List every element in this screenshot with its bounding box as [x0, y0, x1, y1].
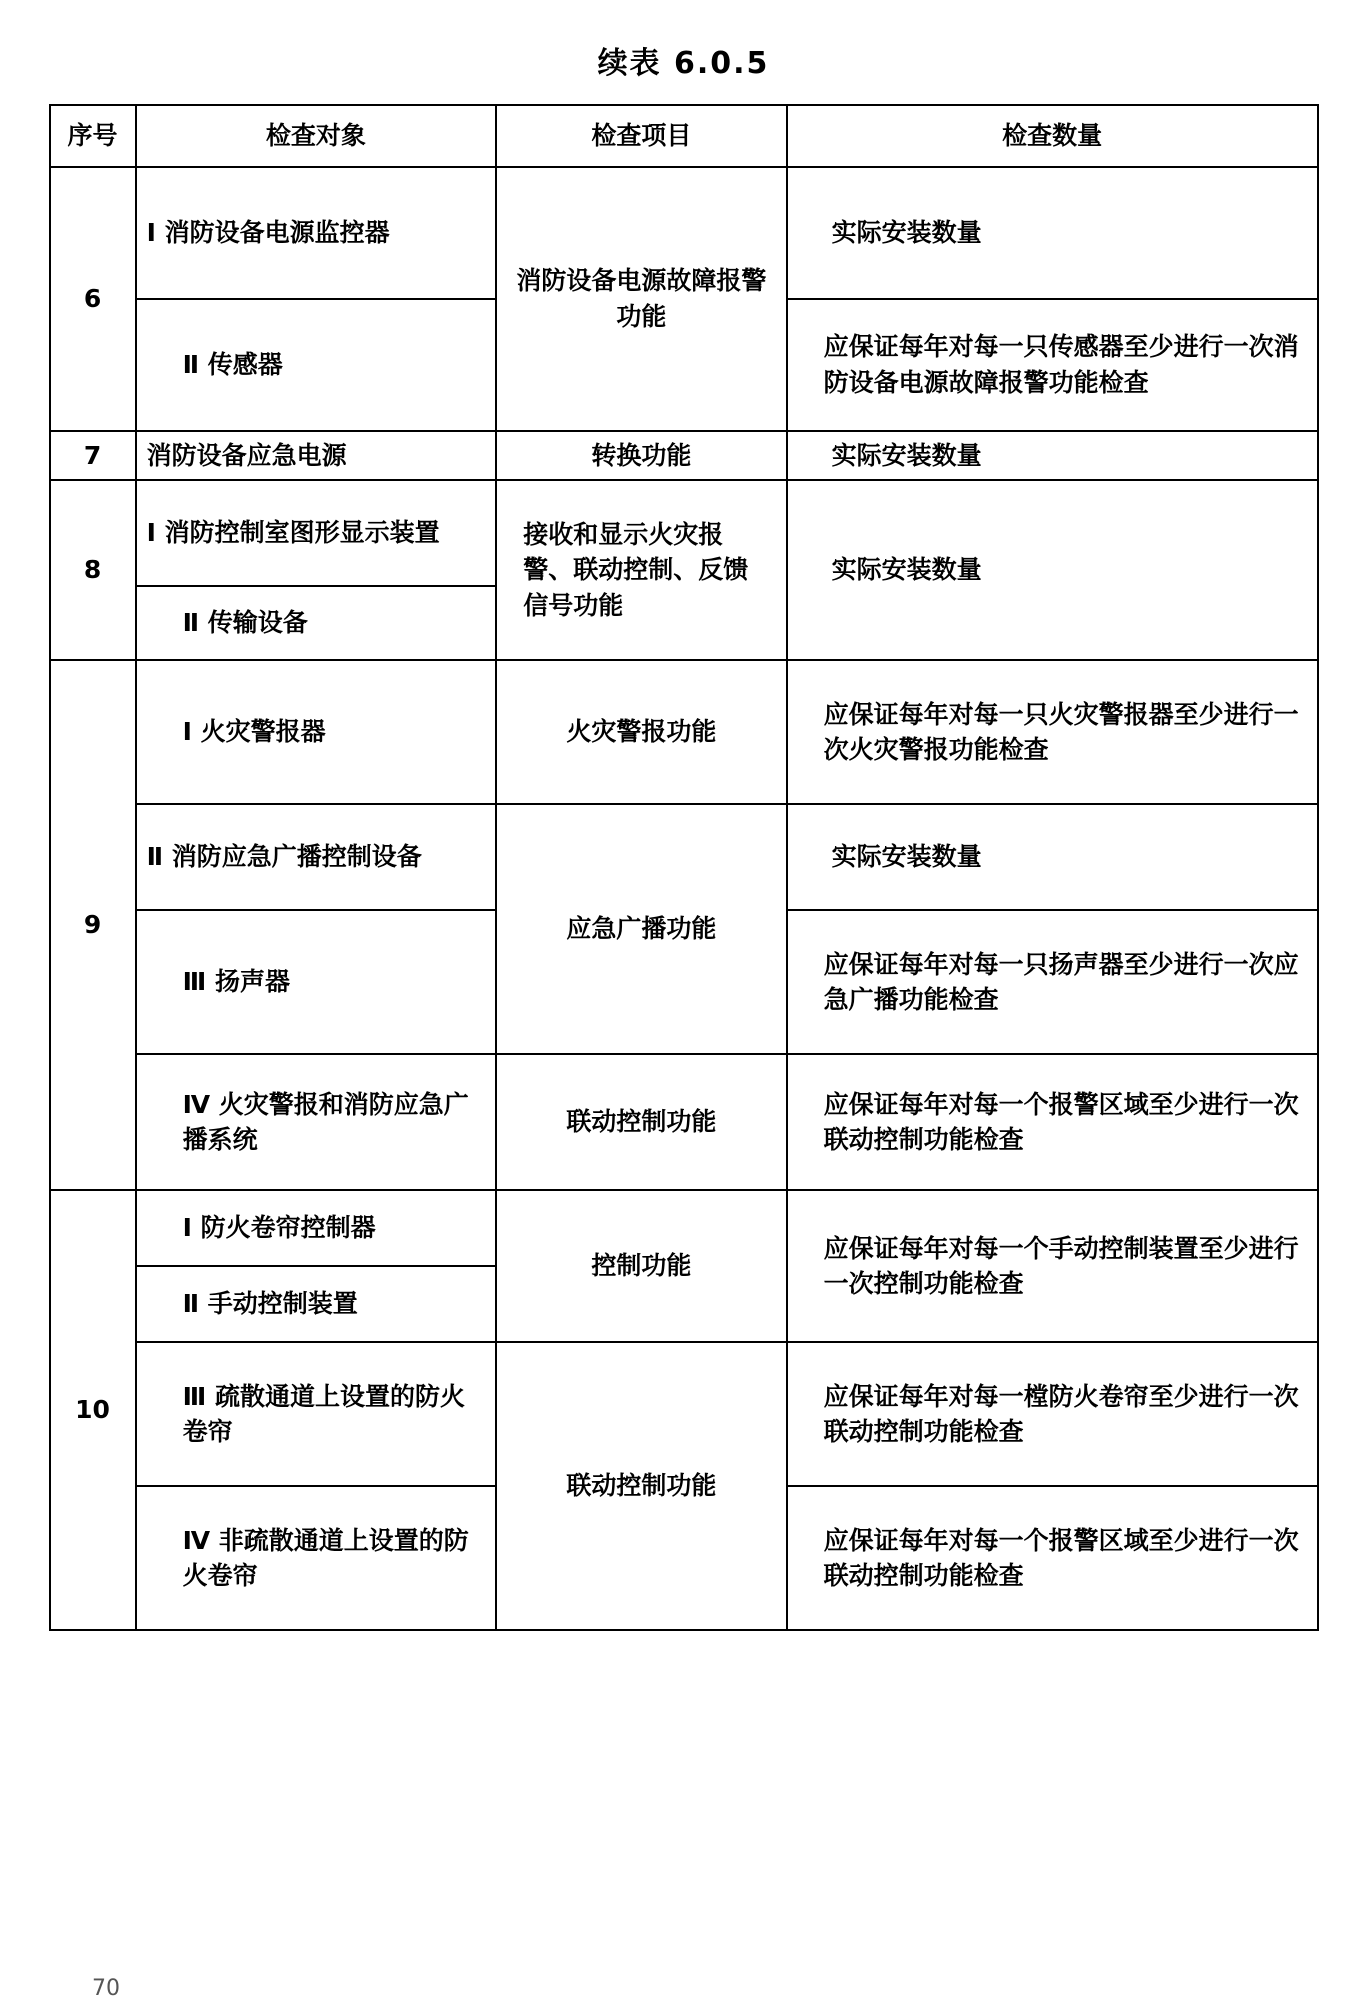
table-row: [50, 804, 1318, 910]
column-header-quantity: 检查数量: [787, 105, 1318, 167]
inspection-object: Ⅳ 火灾警报和消防应急广播系统: [136, 1054, 497, 1190]
inspection-object: Ⅳ 非疏散通道上设置的防火卷帘: [136, 1486, 497, 1630]
column-header-item: 检查项目: [496, 105, 786, 167]
inspection-object: Ⅱ 消防应急广播控制设备: [136, 804, 497, 910]
inspection-item: 接收和显示火灾报警、联动控制、反馈信号功能: [496, 480, 786, 660]
inspection-item: 控制功能: [496, 1190, 786, 1342]
table-row: [50, 167, 1318, 299]
inspection-item: 消防设备电源故障报警功能: [496, 167, 786, 431]
table-header-row: [50, 105, 1318, 167]
inspection-object: Ⅱ 传感器: [136, 299, 497, 431]
inspection-quantity: 实际安装数量: [787, 431, 1318, 481]
inspection-object: Ⅰ 消防控制室图形显示装置: [136, 480, 497, 586]
row-number: 9: [50, 660, 136, 1190]
inspection-item: 应急广播功能: [496, 804, 786, 1054]
inspection-object: Ⅲ 扬声器: [136, 910, 497, 1054]
inspection-object: Ⅰ 防火卷帘控制器: [136, 1190, 497, 1266]
table-body: [50, 167, 1318, 1631]
document-page: [0, 38, 1367, 2009]
row-number: 7: [50, 431, 136, 481]
table-row: [50, 431, 1318, 481]
inspection-quantity: 应保证每年对每一个手动控制装置至少进行一次控制功能检查: [787, 1190, 1318, 1342]
row-number: 6: [50, 167, 136, 431]
inspection-quantity: 应保证每年对每一个报警区域至少进行一次联动控制功能检查: [787, 1054, 1318, 1190]
inspection-item: 火灾警报功能: [496, 660, 786, 804]
inspection-object: 消防设备应急电源: [136, 431, 497, 481]
page-number: 70: [92, 1976, 120, 2001]
inspection-item: 联动控制功能: [496, 1342, 786, 1630]
table-row: [50, 1190, 1318, 1266]
table-row: [50, 480, 1318, 586]
inspection-quantity: 应保证每年对每一只扬声器至少进行一次应急广播功能检查: [787, 910, 1318, 1054]
inspection-quantity: 应保证每年对每一只火灾警报器至少进行一次火灾警报功能检查: [787, 660, 1318, 804]
inspection-object: Ⅲ 疏散通道上设置的防火卷帘: [136, 1342, 497, 1486]
inspection-item: 转换功能: [496, 431, 786, 481]
table-row: [50, 1342, 1318, 1486]
inspection-quantity: 实际安装数量: [787, 167, 1318, 299]
row-number: 10: [50, 1190, 136, 1630]
column-header-object: 检查对象: [136, 105, 497, 167]
inspection-quantity: 实际安装数量: [787, 804, 1318, 910]
inspection-object: Ⅰ 消防设备电源监控器: [136, 167, 497, 299]
column-header-no: 序号: [50, 105, 136, 167]
inspection-object: Ⅰ 火灾警报器: [136, 660, 497, 804]
inspection-quantity: 应保证每年对每一樘防火卷帘至少进行一次联动控制功能检查: [787, 1342, 1318, 1486]
inspection-quantity: 应保证每年对每一只传感器至少进行一次消防设备电源故障报警功能检查: [787, 299, 1318, 431]
inspection-quantity: 应保证每年对每一个报警区域至少进行一次联动控制功能检查: [787, 1486, 1318, 1630]
page-title: 续表 6.0.5: [597, 46, 770, 81]
table-row: [50, 1054, 1318, 1190]
table-row: [50, 660, 1318, 804]
row-number: 8: [50, 480, 136, 660]
inspection-item: 联动控制功能: [496, 1054, 786, 1190]
inspection-quantity: 实际安装数量: [787, 480, 1318, 660]
inspection-object: Ⅱ 手动控制装置: [136, 1266, 497, 1342]
table-header: [50, 105, 1318, 167]
inspection-object: Ⅱ 传输设备: [136, 586, 497, 660]
inspection-table: [49, 104, 1319, 1631]
